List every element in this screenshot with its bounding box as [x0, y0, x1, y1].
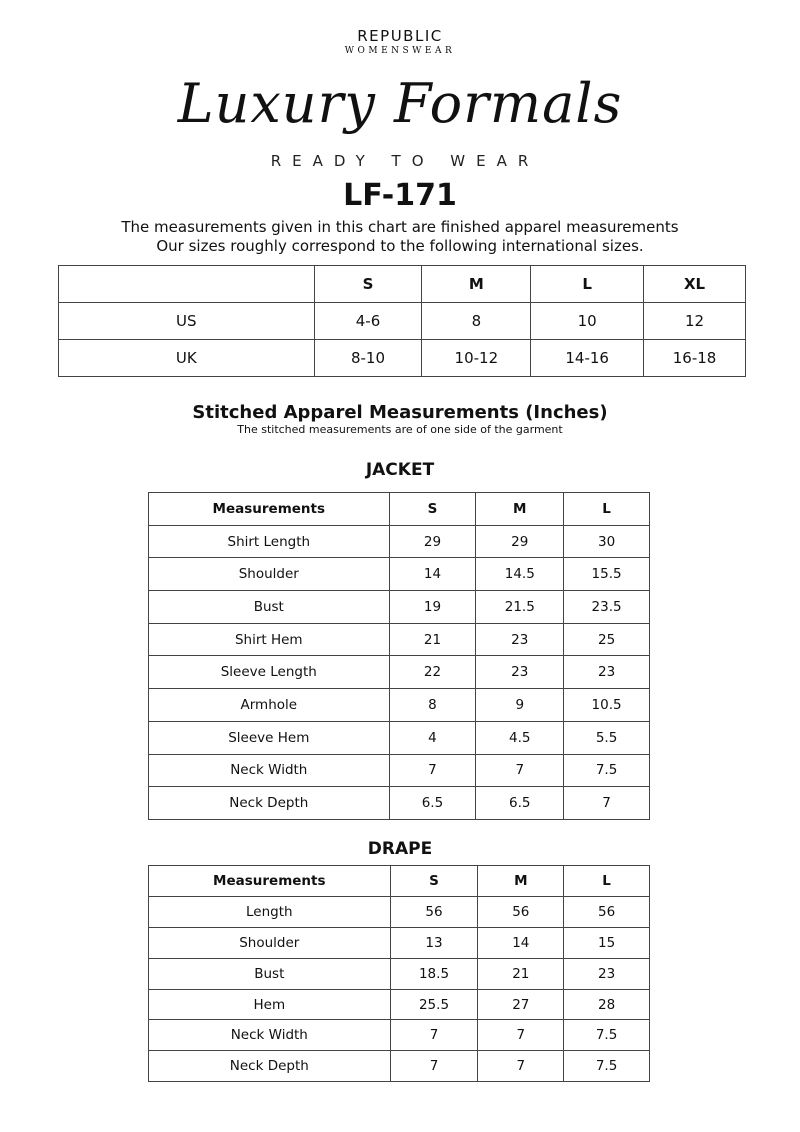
table-cell: Shirt Hem [149, 623, 390, 656]
brand-subtitle: WOMENSWEAR [344, 46, 456, 56]
drape-title: DRAPE [367, 839, 433, 859]
table-row [149, 958, 650, 989]
international-size-table [58, 265, 746, 377]
table-cell: 23 [564, 656, 650, 689]
table-cell: 13 [390, 927, 478, 958]
table-row [149, 656, 650, 689]
table-row [149, 989, 650, 1020]
header-cell [59, 266, 315, 303]
table-cell: Armhole [149, 689, 390, 722]
table-cell: 14.5 [476, 558, 564, 591]
table-cell: Bust [149, 591, 390, 624]
table-cell: 6.5 [389, 787, 476, 820]
table-cell: UK [59, 340, 315, 377]
table-header-row [59, 266, 746, 303]
table-cell: 56 [478, 896, 564, 927]
table-row [149, 1051, 650, 1082]
table-cell: 56 [564, 896, 650, 927]
header-cell: M [422, 266, 531, 303]
header-cell: Measurements [149, 866, 391, 897]
table-cell: 7.5 [564, 754, 650, 787]
table-cell: 25 [564, 623, 650, 656]
table-row [149, 591, 650, 624]
table-cell: Sleeve Hem [149, 721, 390, 754]
table-row [149, 754, 650, 787]
table-cell: 30 [564, 525, 650, 558]
table-cell: Neck Depth [149, 1051, 391, 1082]
table-cell: 23 [476, 623, 564, 656]
table-row [149, 787, 650, 820]
brand-name: REPUBLIC [357, 27, 443, 45]
table-cell: 14 [478, 927, 564, 958]
table-row [149, 896, 650, 927]
stitched-section-note: The stitched measurements are of one side of the garment [237, 423, 563, 436]
product-code: LF-171 [343, 178, 457, 213]
table-cell: 10 [531, 303, 644, 340]
table-cell: 6.5 [476, 787, 564, 820]
brand-logo [0, 27, 800, 57]
table-cell: Shirt Length [149, 525, 390, 558]
table-row [59, 303, 746, 340]
header-cell: L [531, 266, 644, 303]
table-row [149, 721, 650, 754]
table-row [149, 927, 650, 958]
table-cell: Neck Width [149, 1020, 391, 1051]
intro-line-1: The measurements given in this chart are finished apparel measurements [121, 218, 679, 236]
table-cell: US [59, 303, 315, 340]
table-cell: 21.5 [476, 591, 564, 624]
table-cell: 18.5 [390, 958, 478, 989]
table-cell: 28 [564, 989, 650, 1020]
table-cell: 4-6 [314, 303, 422, 340]
table-cell: 7 [478, 1051, 564, 1082]
table-cell: 15.5 [564, 558, 650, 591]
collection-subtitle: READY TO WEAR [270, 152, 540, 170]
table-cell: 10.5 [564, 689, 650, 722]
table-cell: 29 [476, 525, 564, 558]
header-cell: M [478, 866, 564, 897]
table-cell: 7 [478, 1020, 564, 1051]
table-cell: 10-12 [422, 340, 531, 377]
table-row [149, 525, 650, 558]
table-cell: 14-16 [531, 340, 644, 377]
table-cell: 15 [564, 927, 650, 958]
table-row [149, 558, 650, 591]
table-cell: 23 [476, 656, 564, 689]
table-cell: 4 [389, 721, 476, 754]
table-cell: 19 [389, 591, 476, 624]
table-cell: 7 [390, 1020, 478, 1051]
header-cell: XL [644, 266, 746, 303]
table-cell: 7 [476, 754, 564, 787]
table-cell: 7.5 [564, 1020, 650, 1051]
table-cell: 8-10 [314, 340, 422, 377]
table-row [149, 689, 650, 722]
table-cell: 7 [564, 787, 650, 820]
header-cell: M [476, 493, 564, 526]
table-cell: 7 [390, 1051, 478, 1082]
table-cell: 56 [390, 896, 478, 927]
table-cell: 22 [389, 656, 476, 689]
intro-line-2: Our sizes roughly correspond to the following international sizes. [156, 237, 644, 255]
table-cell: Hem [149, 989, 391, 1020]
header-cell: L [564, 493, 650, 526]
collection-title: Luxury Formals [177, 72, 623, 135]
table-cell: 25.5 [390, 989, 478, 1020]
table-row [149, 1020, 650, 1051]
header-cell: S [389, 493, 476, 526]
table-cell: Neck Width [149, 754, 390, 787]
table-cell: 21 [389, 623, 476, 656]
table-header-row [149, 866, 650, 897]
jacket-measurement-table [148, 492, 650, 820]
stitched-section-title: Stitched Apparel Measurements (Inches) [192, 402, 608, 423]
table-cell: 16-18 [644, 340, 746, 377]
jacket-title: JACKET [365, 460, 435, 480]
table-cell: 27 [478, 989, 564, 1020]
table-cell: 7.5 [564, 1051, 650, 1082]
table-cell: 7 [389, 754, 476, 787]
intro-text [0, 218, 800, 256]
table-cell: 5.5 [564, 721, 650, 754]
drape-measurement-table [148, 865, 650, 1082]
table-cell: Shoulder [149, 558, 390, 591]
table-cell: 8 [389, 689, 476, 722]
header-cell: L [564, 866, 650, 897]
table-cell: Shoulder [149, 927, 391, 958]
table-cell: Neck Depth [149, 787, 390, 820]
table-cell: 14 [389, 558, 476, 591]
table-cell: Sleeve Length [149, 656, 390, 689]
header-cell: S [314, 266, 422, 303]
header-cell: S [390, 866, 478, 897]
table-cell: Length [149, 896, 391, 927]
table-header-row [149, 493, 650, 526]
table-cell: 9 [476, 689, 564, 722]
table-cell: 23.5 [564, 591, 650, 624]
table-cell: 23 [564, 958, 650, 989]
table-row [149, 623, 650, 656]
header-cell: Measurements [149, 493, 390, 526]
table-row [59, 340, 746, 377]
table-cell: Bust [149, 958, 391, 989]
table-cell: 8 [422, 303, 531, 340]
table-cell: 29 [389, 525, 476, 558]
table-cell: 12 [644, 303, 746, 340]
table-cell: 21 [478, 958, 564, 989]
table-cell: 4.5 [476, 721, 564, 754]
